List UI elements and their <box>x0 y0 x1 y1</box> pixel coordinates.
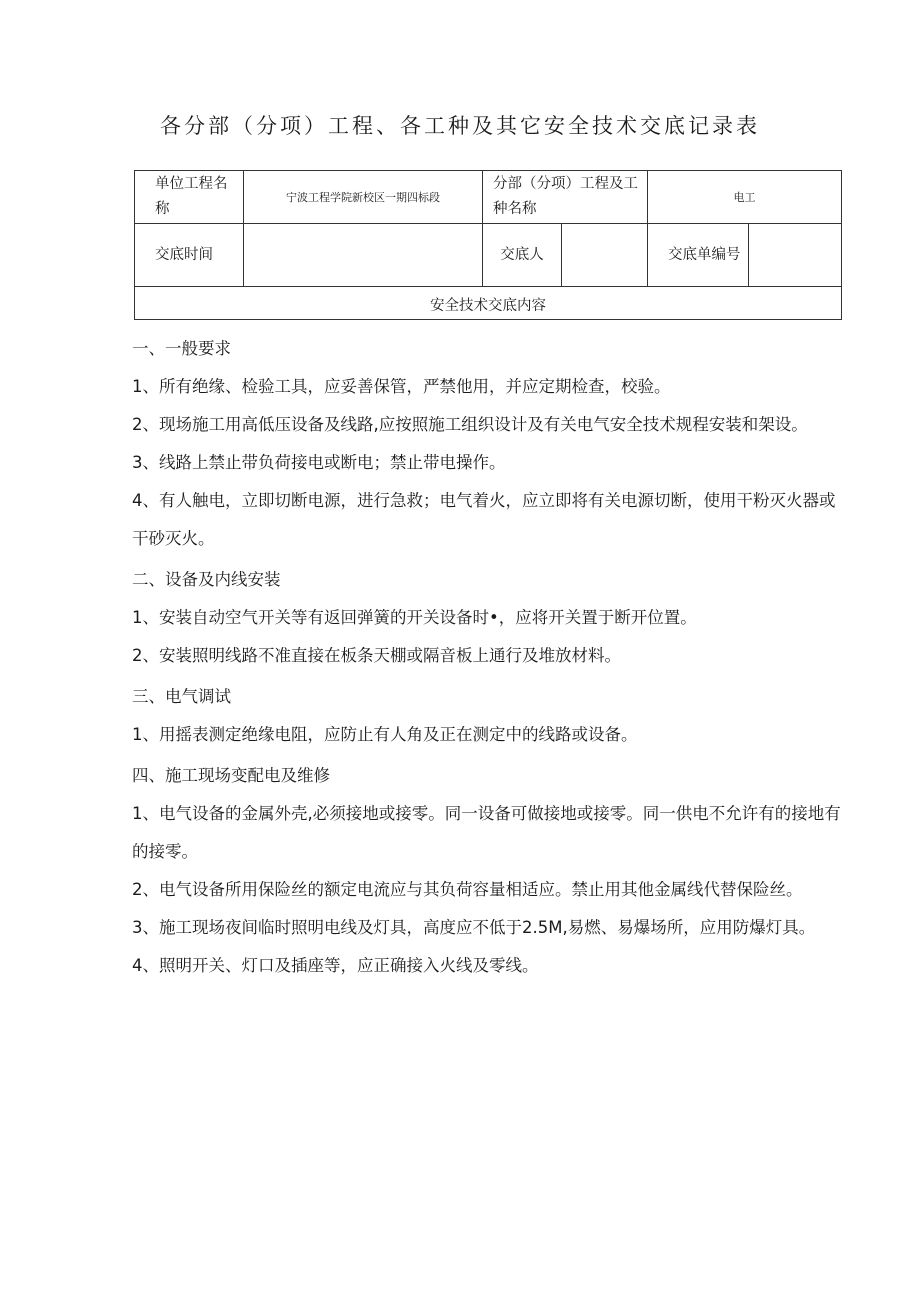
safety-content <box>132 330 847 988</box>
unit-name-value: 宁波工程学院新校区一期四标段 <box>244 171 483 224</box>
section-heading: 一、一般要求 <box>132 339 231 358</box>
section-heading: 三、电气调试 <box>132 687 231 706</box>
list-item: 1、电气设备的金属外壳,必须接地或接零。同一设备可做接地或接零。同一供电不允许有的接地有的接零。 <box>132 804 841 861</box>
section-general <box>132 330 847 558</box>
list-item: 2、电气设备所用保险丝的额定电流应与其负荷容量相适应。禁止用其他金属线代替保险丝。 <box>132 880 803 899</box>
handover-time-value <box>244 224 483 287</box>
section-debugging <box>132 678 847 754</box>
content-header: 安全技术交底内容 <box>135 287 842 320</box>
list-item: 3、线路上禁止带负荷接电或断电；禁止带电操作。 <box>132 453 506 472</box>
info-table <box>134 170 842 320</box>
list-item: 2、安装照明线路不准直接在板条天棚或隔音板上通行及堆放材料。 <box>132 646 621 665</box>
unit-name-label: 单位工程名称 <box>135 171 244 224</box>
list-item: 1、用摇表测定绝缘电阻，应防止有人角及正在测定中的线路或设备。 <box>132 725 638 744</box>
section-heading: 四、施工现场变配电及维修 <box>132 766 330 785</box>
subproject-label: 分部（分项）工程及工种名称 <box>483 171 648 224</box>
handover-person-label: 交底人 <box>483 224 562 287</box>
handover-number-label: 交底单编号 <box>648 224 749 287</box>
list-item: 2、现场施工用高低压设备及线路,应按照施工组织设计及有关电气安全技术规程安装和架设。 <box>132 415 808 434</box>
handover-person-value <box>562 224 648 287</box>
section-heading: 二、设备及内线安装 <box>132 570 281 589</box>
list-item: 3、施工现场夜间临时照明电线及灯具，高度应不低于2.5M,易燃、易爆场所，应用防爆灯具。 <box>132 918 816 937</box>
section-installation <box>132 561 847 675</box>
section-substation <box>132 757 847 985</box>
document-title: 各分部（分项）工程、各工种及其它安全技术交底记录表 <box>160 114 760 138</box>
list-item: 1、所有绝缘、检验工具，应妥善保管，严禁他用，并应定期检查，校验。 <box>132 377 671 396</box>
list-item: 1、安装自动空气开关等有返回弹簧的开关设备时•，应将开关置于断开位置。 <box>132 608 697 627</box>
list-item: 4、有人触电，立即切断电源，进行急救；电气着火，应立即将有关电源切断，使用干粉灭火器或干砂灭火。 <box>132 491 836 548</box>
handover-time-label: 交底时间 <box>135 224 244 287</box>
handover-number-value <box>749 224 842 287</box>
subproject-value: 电工 <box>648 171 842 224</box>
list-item: 4、照明开关、灯口及插座等，应正确接入火线及零线。 <box>132 956 539 975</box>
